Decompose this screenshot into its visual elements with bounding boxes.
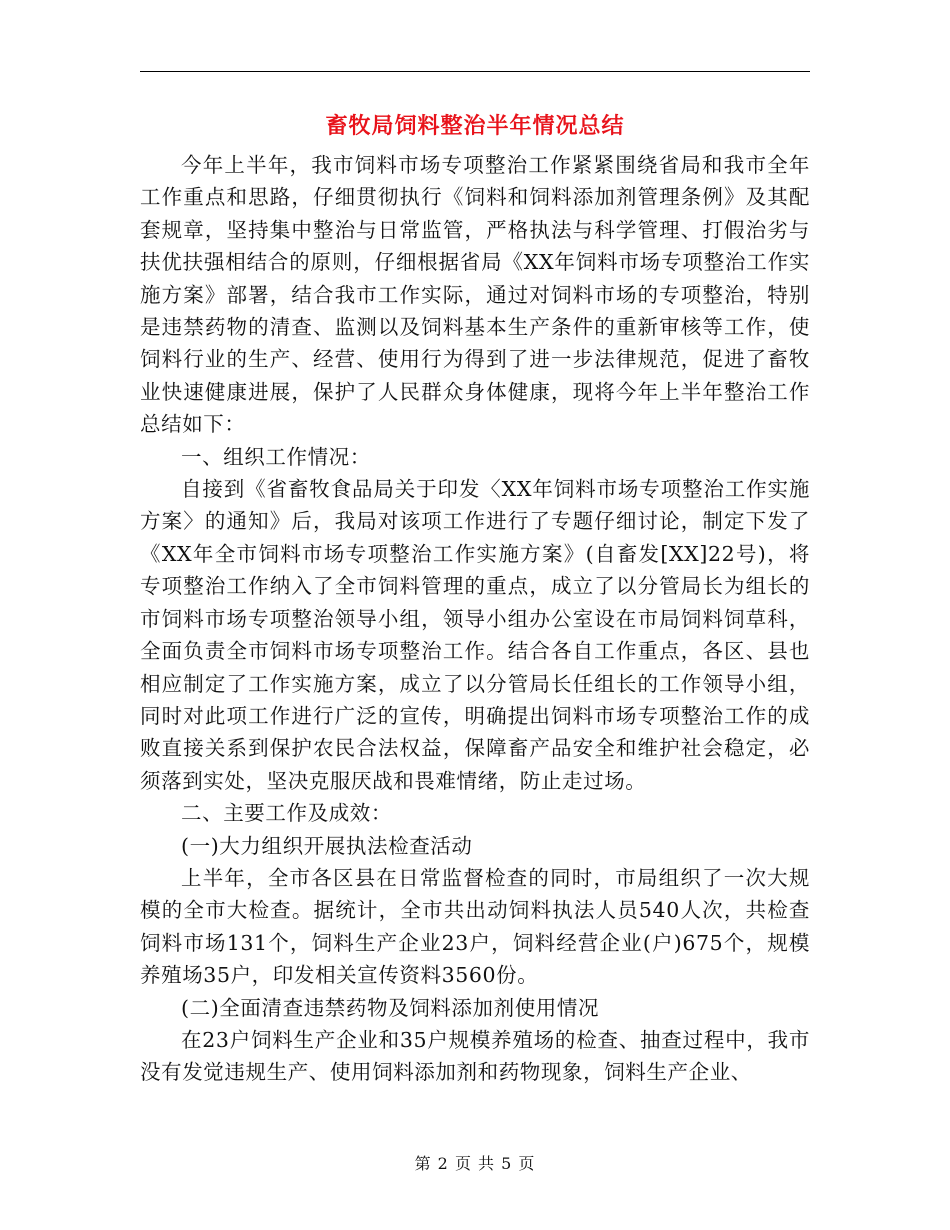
page-number-footer: 第 2 页 共 5 页 [414, 1154, 536, 1173]
heading-main-work: 二、主要工作及成效： [181, 801, 392, 826]
paragraph-drug-check: 在23户饲料生产企业和35户规模养殖场的检查、抽查过程中，我市没有发觉违规生产、使用饲料添加剂和药物现象，饲料生产企业、 [140, 1027, 810, 1085]
heading-organization: 一、组织工作情况： [181, 444, 371, 469]
paragraph-inspection: 上半年，全市各区县在日常监督检查的同时，市局组织了一次大规模的全市大检查。据统计，全市共出动饲料执法人员540人次，共检查饲料市场131个，饲料生产企业23户，饲料经营企业(户)675个，规模养殖场35户，印发相关宣传资料3560份。 [140, 865, 810, 988]
document-body [140, 149, 810, 1089]
header-rule [140, 71, 810, 72]
paragraph-organization: 自接到《省畜牧食品局关于印发〈XX年饲料市场专项整治工作实施方案〉的通知》后，我局对该项工作进行了专题仔细讨论，制定下发了《XX年全市饲料市场专项整治工作实施方案》(自畜发[XX]22号)，将专项整治工作纳入了全市饲料管理的重点，成立了以分管局长为组长的市饲料市场专项整治领导小组，领导小组办公室设在市局饲料饲草科，全面负责全市饲料市场专项整治工作。结合各自工作重点，各区、县也相应制定了工作实施方案，成立了以分管局长任组长的工作领导小组，同时对此项工作进行广泛的宣传，明确提出饲料市场专项整治工作的成败直接关系到保护农民合法权益，保障畜产品安全和维护社会稳定，必须落到实处，坚决克服厌战和畏难情绪，防止走过场。 [140, 477, 810, 793]
subheading-inspection: (一)大力组织开展执法检查活动 [181, 833, 473, 858]
document-title: 畜牧局饲料整治半年情况总结 [325, 113, 625, 139]
paragraph-intro: 今年上半年，我市饲料市场专项整治工作紧紧围绕省局和我市全年工作重点和思路，仔细贯彻执行《饲料和饲料添加剂管理条例》及其配套规章，坚持集中整治与日常监管，严格执法与科学管理、打假治劣与扶优扶强相结合的原则，仔细根据省局《XX年饲料市场专项整治工作实施方案》部署，结合我市工作实际，通过对饲料市场的专项整治，特别是违禁药物的清查、监测以及饲料基本生产条件的重新审核等工作，使饲料行业的生产、经营、使用行为得到了进一步法律规范，促进了畜牧业快速健康进展，保护了人民群众身体健康，现将今年上半年整治工作总结如下： [140, 153, 810, 437]
subheading-drug-check: (二)全面清查违禁药物及饲料添加剂使用情况 [181, 995, 600, 1020]
